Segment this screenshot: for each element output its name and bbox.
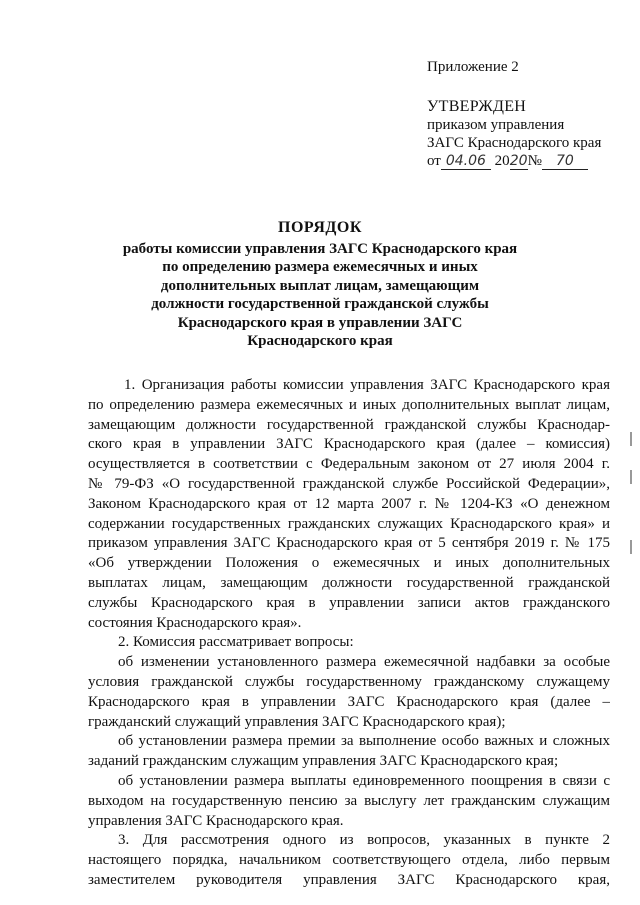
title-line: Краснодарского края (247, 333, 393, 349)
body-line: содержании государственных гражданских служащих Краснодарского края» и (88, 515, 610, 532)
body-line: заданий гражданским служащим управления ЗАГС Краснодарского края; (88, 753, 559, 770)
body-line: заместителем руководителя управления ЗАГС Краснодарского края, (88, 871, 610, 888)
title-line: должности государственной гражданской службы (151, 296, 489, 312)
body-line: ского края в управлении ЗАГС Краснодарского края (далее – комиссия) (88, 436, 610, 453)
scan-edge-mark (630, 470, 632, 484)
document-title (110, 219, 530, 351)
body-line: об установлении размера премии за выполнение особо важных и сложных (118, 733, 610, 750)
title-line: по определению размера ежемесячных и иных (162, 259, 478, 275)
title-main: ПОРЯДОК (278, 219, 362, 236)
body-line: «Об утверждении Положения о ежемесячных и иных дополнительных (88, 555, 610, 572)
approval-line-order: приказом управления (427, 117, 565, 133)
body-line: Законом Краснодарского края от 12 марта 2007 г. № 1204-КЗ «О денежном (88, 495, 610, 512)
title-line: дополнительных выплат лицам, замещающим (160, 277, 480, 294)
body-line: состояния Краснодарского края». (88, 614, 302, 631)
approval-dateline (427, 152, 627, 170)
body-line: 2. Комиссия рассматривает вопросы: (118, 634, 354, 651)
body-line: выходом на государственную пенсию за выслугу лет гражданским служащим (88, 792, 610, 809)
body-line: № 79-ФЗ «О государственной гражданской службе Российской Федерации», (88, 475, 610, 492)
number-sign: № (527, 153, 542, 169)
approval-block (427, 58, 627, 170)
body-line: настоящего порядка, начальником соответствующего отдела, либо первым (88, 852, 610, 869)
handwritten-number: 70 (542, 154, 588, 170)
body-line: 1. Организация работы комиссии управления ЗАГС Краснодарского края (124, 377, 610, 393)
year-prefix: 20 (494, 153, 510, 169)
approval-line-agency: ЗАГС Краснодарского края (427, 135, 602, 151)
body-line: выплатах лицам, замещающим должности государственной гражданской (88, 574, 610, 591)
body-line: по определению размера ежемесячных и иных дополнительных выплат лицам, (88, 396, 610, 413)
body-line: условия гражданской службы государственному гражданскому служащему (88, 673, 610, 690)
body-line: замещающим должности государственной гражданской службы Краснодар- (88, 416, 610, 433)
document-body (88, 376, 610, 891)
body-line: управления ЗАГС Краснодарского края. (88, 812, 344, 829)
title-line: Краснодарского края в управлении ЗАГС (177, 314, 463, 331)
body-line: 3. Для рассмотрения одного из вопросов, указанных в пункте 2 (118, 832, 610, 849)
approved-heading: УТВЕРЖДЕН (427, 98, 527, 115)
scan-edge-mark (630, 540, 632, 554)
body-line: службы Краснодарского края в управлении записи актов гражданского (88, 594, 610, 611)
title-line: работы комиссии управления ЗАГС Краснодарского края (122, 240, 518, 257)
body-line: приказом управления ЗАГС Краснодарского края от 5 сентября 2019 г. № 175 (88, 535, 610, 552)
appendix-label: Приложение 2 (427, 59, 519, 75)
from-label: от (427, 153, 441, 169)
body-line: гражданский служащий управления ЗАГС Краснодарского края); (88, 713, 506, 730)
scan-edge-mark (630, 432, 632, 446)
handwritten-date: 04.06 (441, 154, 491, 170)
handwritten-year: 20 (509, 153, 528, 169)
body-line: Краснодарского края в управлении ЗАГС Краснодарского края (далее – (88, 693, 610, 710)
body-line: осуществляется в соответствии с Федеральным законом от 27 июля 2004 г. (88, 456, 610, 473)
body-line: об установлении размера выплаты единовременного поощрения в связи с (118, 772, 610, 789)
body-line: об изменении установленного размера ежемесячной надбавки за особые (118, 654, 610, 671)
